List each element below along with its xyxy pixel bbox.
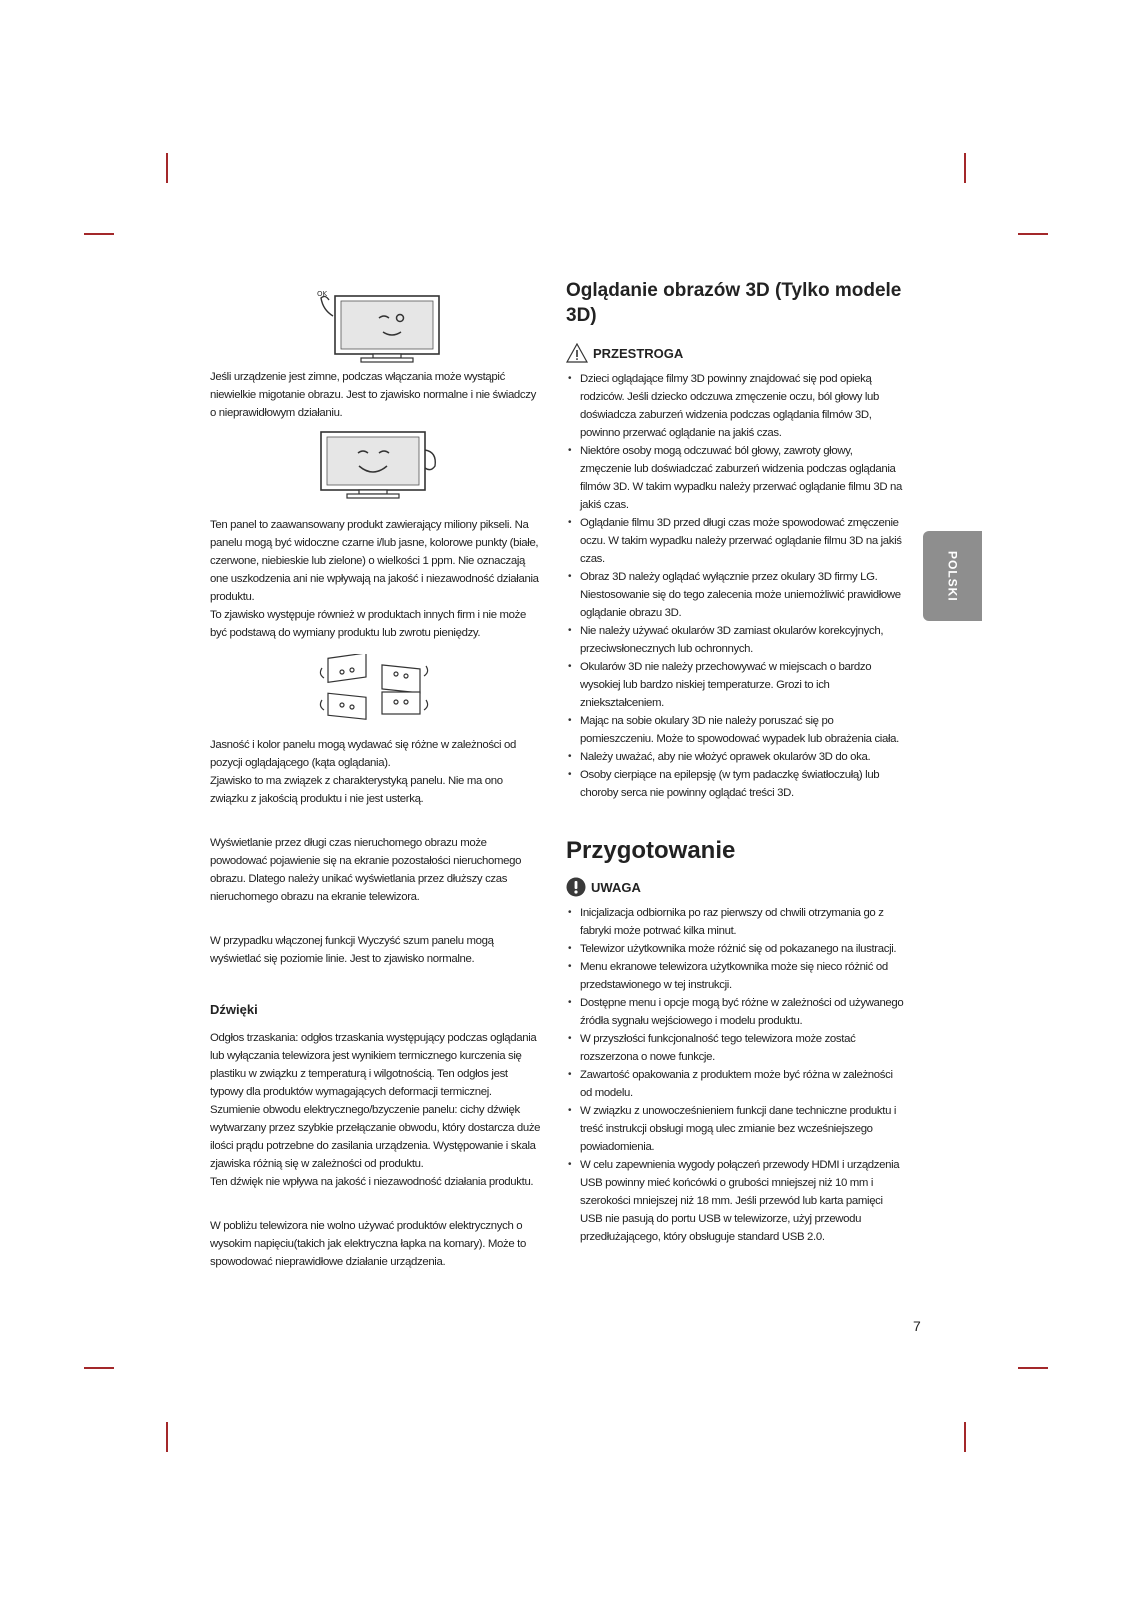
para-sounds-buzzing: Szumienie obwodu elektrycznego/bzyczenie panelu: cichy dźwięk wytwarzany przez szybkie przełączanie obwodu, który dostarcza duże ilości prądu potrzebne do zasilania urządzenia. Występowanie i skala zjawiska różnią się w zależności od produktu. bbox=[210, 1104, 541, 1170]
note-item: • Dostępne menu i opcje mogą być różne w zależności od używanego źródła sygnału wejściowego i modelu produktu. bbox=[566, 994, 906, 1030]
caution-label: PRZESTROGA bbox=[593, 345, 684, 361]
tv-wink-illustration bbox=[301, 286, 451, 366]
para-static-image: Wyświetlanie przez długi czas nieruchomego obrazu może powodować pojawienie się na ekranie pozostałości nieruchomego obrazu. Dlatego należy unikać wyświetlania przez dłuższy czas nieruchomego obrazu na ekranie telewizora. bbox=[210, 837, 522, 903]
note-item: • Menu ekranowe telewizora użytkownika może się nieco różnić od przedstawionego w tej instrukcji. bbox=[566, 958, 906, 994]
note-item: • Telewizor użytkownika może różnić się od pokazanego na ilustracji. bbox=[566, 940, 906, 958]
right-column bbox=[566, 268, 906, 1246]
crop-mark-top-right-h bbox=[1018, 233, 1048, 235]
crop-mark-top-left-h bbox=[84, 233, 114, 235]
caution-item: • Niektóre osoby mogą odczuwać ból głowy, zawroty głowy, zmęczenie lub doświadczać zaburzeń widzenia podczas oglądania filmów 3D. W takim wypadku należy przerwać oglądanie filmu 3D na jakiś czas. bbox=[566, 442, 906, 514]
caution-item: • Osoby cierpiące na epilepsję (w tym padaczkę światłoczułą) lub choroby serca nie powinny oglądać treści 3D. bbox=[566, 766, 906, 802]
crop-mark-bottom-right-v bbox=[964, 1422, 966, 1452]
caution-item: • Oglądanie filmu 3D przed długi czas może spowodować zmęczenie oczu. W takim wypadku należy przerwać oglądanie filmu 3D na jakiś czas. bbox=[566, 514, 906, 568]
note-list bbox=[566, 904, 906, 1246]
para-sounds-quality: Ten dźwięk nie wpływa na jakość i niezawodność działania produktu. bbox=[210, 1176, 534, 1188]
note-item: • Inicjalizacja odbiornika po raz pierwszy od chwili otrzymania go z fabryki może potrwać kilka minut. bbox=[566, 904, 906, 940]
note-item: • W związku z unowocześnieniem funkcji dane techniczne produktu i treść instrukcji obsługi mogą ulec zmianie bez wcześniejszego powiadomienia. bbox=[566, 1102, 906, 1156]
para-panel-other-brands: To zjawisko występuje również w produktach innych firm i nie może być podstawą do wymiany produktu lub zwrotu pieniędzy. bbox=[210, 609, 526, 639]
para-sounds-cracking: Odgłos trzaskania: odgłos trzaskania występujący podczas oglądania lub wyłączania telewizora jest wynikiem termicznego kurczenia się plastiku w związku z temperaturą i wilgotnością. Ten odgłos jest typowy dla produktów wymagających deformacji termicznej. bbox=[210, 1032, 537, 1098]
svg-text:OK: OK bbox=[317, 290, 328, 298]
para-viewing-angle: Jasność i kolor panelu mogą wydawać się różne w zależności od pozycji oglądającego (kąta oglądania). bbox=[210, 739, 516, 769]
crop-mark-bottom-left-h bbox=[84, 1367, 114, 1369]
crop-mark-top-left-v bbox=[166, 153, 168, 183]
para-cold-flicker: Jeśli urządzenie jest zimne, podczas włączania może wystąpić niewielkie migotanie obrazu. Jest to zjawisko normalne i nie świadczy o nieprawidłowym działaniu. bbox=[210, 371, 536, 419]
caution-header bbox=[566, 342, 906, 364]
para-noise-clear: W przypadku włączonej funkcji Wyczyść szum panelu mogą wyświetlać się poziomie linie. Jest to zjawisko normalne. bbox=[210, 935, 494, 965]
language-tab-label: POLSKI bbox=[945, 550, 960, 602]
caution-item: • Należy uważać, aby nie włożyć oprawek okularów 3D do oka. bbox=[566, 748, 906, 766]
left-column bbox=[210, 268, 542, 1271]
tv-angle-illustration bbox=[316, 654, 436, 724]
note-label: UWAGA bbox=[591, 879, 641, 895]
caution-item: • Nie należy używać okularów 3D zamiast okularów korekcyjnych, przeciwsłonecznych lub ochronnych. bbox=[566, 622, 906, 658]
caution-list bbox=[566, 370, 906, 802]
tv-smile-illustration bbox=[301, 428, 451, 508]
note-item: • Zawartość opakowania z produktem może być różna w zależności od modelu. bbox=[566, 1066, 906, 1102]
crop-mark-top-right-v bbox=[964, 153, 966, 183]
caution-item: • Obraz 3D należy oglądać wyłącznie przez okulary 3D firmy LG. Niestosowanie się do tego zalecenia może uniemożliwić prawidłowe oglądanie obrazu 3D. bbox=[566, 568, 906, 622]
caution-triangle-icon bbox=[566, 343, 588, 363]
heading-preparation: Przygotowanie bbox=[566, 837, 736, 864]
page-number: 7 bbox=[913, 1318, 921, 1334]
heading-3d-viewing: Oglądanie obrazów 3D (Tylko modele 3D) bbox=[566, 280, 902, 326]
para-panel-characteristic: Zjawisko to ma związek z charakterystyką panelu. Nie ma ono związku z jakością produktu i nie jest usterką. bbox=[210, 775, 503, 805]
para-high-voltage: W pobliżu telewizora nie wolno używać produktów elektrycznych o wysokim napięciu(takich jak elektryczna łapka na komary). Może to spowodować nieprawidłowe działanie urządzenia. bbox=[210, 1220, 526, 1268]
sounds-heading: Dźwięki bbox=[210, 1002, 258, 1017]
caution-item: • Mając na sobie okulary 3D nie należy poruszać się po pomieszczeniu. Może to spowodować wypadek lub obrażenia ciała. bbox=[566, 712, 906, 748]
para-panel-pixels: Ten panel to zaawansowany produkt zawierający miliony pikseli. Na panelu mogą być widoczne czarne i/lub jasne, kolorowe punkty (białe, czerwone, niebieskie lub zielone) o wielkości 1 ppm. Nie oznaczają one uszkodzenia ani nie wpływają na jakość i niezawodność działania produktu. bbox=[210, 519, 539, 603]
caution-item: • Dzieci oglądające filmy 3D powinny znajdować się pod opieką rodziców. Jeśli dziecko odczuwa zmęczenie oczu, ból głowy lub doświadcza zaburzeń widzenia podczas oglądania filmów 3D, powinno przerwać oglądanie na jakiś czas. bbox=[566, 370, 906, 442]
crop-mark-bottom-right-h bbox=[1018, 1367, 1048, 1369]
note-item: • W celu zapewnienia wygody połączeń przewody HDMI i urządzenia USB powinny mieć końcówki o grubości mniejszej niż 10 mm i szerokości mniejszej niż 18 mm. Jeśli przewód lub karta pamięci USB nie pasują do portu USB w telewizorze, użyj przewodu przedłużającego, który obsługuje standard USB 2.0. bbox=[566, 1156, 906, 1246]
caution-item: • Okularów 3D nie należy przechowywać w miejscach o bardzo wysokiej lub bardzo niskiej temperaturze. Grozi to ich zniekształceniem. bbox=[566, 658, 906, 712]
language-side-tab bbox=[923, 531, 982, 621]
note-exclamation-icon bbox=[566, 877, 586, 897]
note-header bbox=[566, 876, 906, 898]
crop-mark-bottom-left-v bbox=[166, 1422, 168, 1452]
note-item: • W przyszłości funkcjonalność tego telewizora może zostać rozszerzona o nowe funkcje. bbox=[566, 1030, 906, 1066]
